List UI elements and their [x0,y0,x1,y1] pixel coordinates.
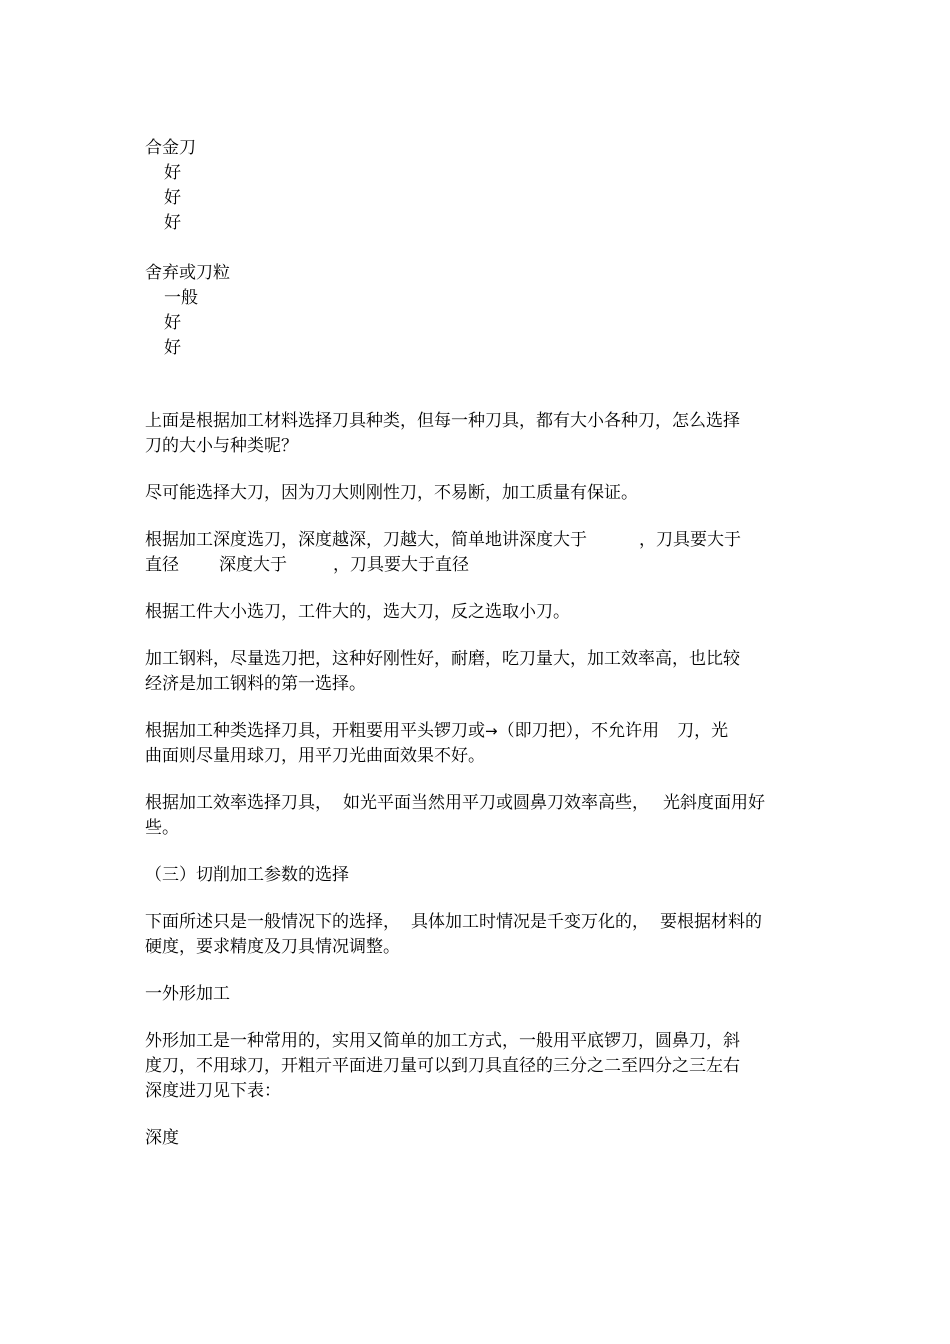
text-fragment: 直径 [145,555,179,575]
text-line: 外形加工是一种常用的，实用又简单的加工方式，一般用平底锣刀，圆鼻刀，斜 [145,1031,740,1051]
group-title: 合金刀 [145,138,196,158]
list-item: 好 [164,213,181,233]
tool-group-insert [145,261,810,361]
section-heading-cutting-params [145,863,810,888]
heading-text: （三）切削加工参数的选择 [145,865,349,885]
text-fragment: 刀，光 [677,721,729,741]
paragraph-efficiency [145,791,810,841]
paragraph-tool-size-question [145,409,810,459]
text-fragment: 根据加工效率选择刀具， [145,793,332,813]
text-fragment: ，刀具要大于直径 [333,555,469,575]
text-line: 尽可能选择大刀，因为刀大则刚性刀，不易断，加工质量有保证。 [145,483,638,503]
paragraph-large-tool [145,481,810,506]
paragraph-contour-machining [145,1029,810,1104]
text-fragment: 光斜度面用好 [663,793,765,813]
list-item: 一般 [164,288,198,308]
text-line: 上面是根据加工材料选择刀具种类，但每一种刀具，都有大小各种刀，怎么选择 [145,411,740,431]
text-line: 根据工件大小选刀，工件大的，选大刀，反之选取小刀。 [145,602,570,622]
text-line [145,910,810,935]
paragraph-steel [145,647,810,697]
section-heading-contour [145,982,810,1007]
text-line: 度刀，不用球刀，开粗亓平面进刀量可以到刀具直径的三分之二至四分之三左右 [145,1056,740,1076]
text-fragment: 根据加工种类选择刀具，开粗要用平头锣刀或 [145,721,485,741]
text-fragment: 深度大于 [219,555,287,575]
text-line: 深度 [145,1128,179,1148]
text-line: 加工钢料，尽量选刀把，这种好刚性好，耐磨，吃刀量大，加工效率高，也比较 [145,649,740,669]
text-line: 些。 [145,818,179,838]
table-label-depth [145,1126,810,1151]
list-item: 好 [164,163,181,183]
arrow-icon: → [485,722,498,740]
text-fragment: 根据加工深度选刀，深度越深，刀越大，简单地讲深度大于 [145,530,587,550]
paragraph-workpiece-size [145,600,810,625]
text-fragment: 具体加工时情况是千变万化的， [411,912,649,932]
text-line: 深度进刀见下表： [145,1081,281,1101]
paragraph-machining-type [145,719,810,769]
text-line: 硬度，要求精度及刀具情况调整。 [145,937,400,957]
text-fragment: 下面所述只是一般情况下的选择， [145,912,400,932]
text-line: 经济是加工钢料的第一选择。 [145,674,366,694]
text-fragment: 要根据材料的 [660,912,762,932]
text-line [145,553,810,578]
text-line [145,791,810,816]
list-item: 好 [164,338,181,358]
paragraph-depth [145,528,810,578]
text-fragment: 如光平面当然用平刀或圆鼻刀效率高些， [343,793,649,813]
text-line: 刀的大小与种类呢？ [145,436,298,456]
text-fragment: ，刀具要大于 [639,530,741,550]
text-line: 曲面则尽量用球刀，用平刀光曲面效果不好。 [145,746,485,766]
list-item: 好 [164,313,181,333]
heading-text: 一外形加工 [145,984,230,1004]
text-fragment: （即刀把），不允许用 [497,721,660,741]
text-line [145,719,810,744]
group-title: 舍弃或刀粒 [145,263,230,283]
list-item: 好 [164,188,181,208]
document-page [145,136,810,1151]
paragraph-general-note [145,910,810,960]
tool-group-alloy [145,136,810,236]
text-line [145,528,810,553]
